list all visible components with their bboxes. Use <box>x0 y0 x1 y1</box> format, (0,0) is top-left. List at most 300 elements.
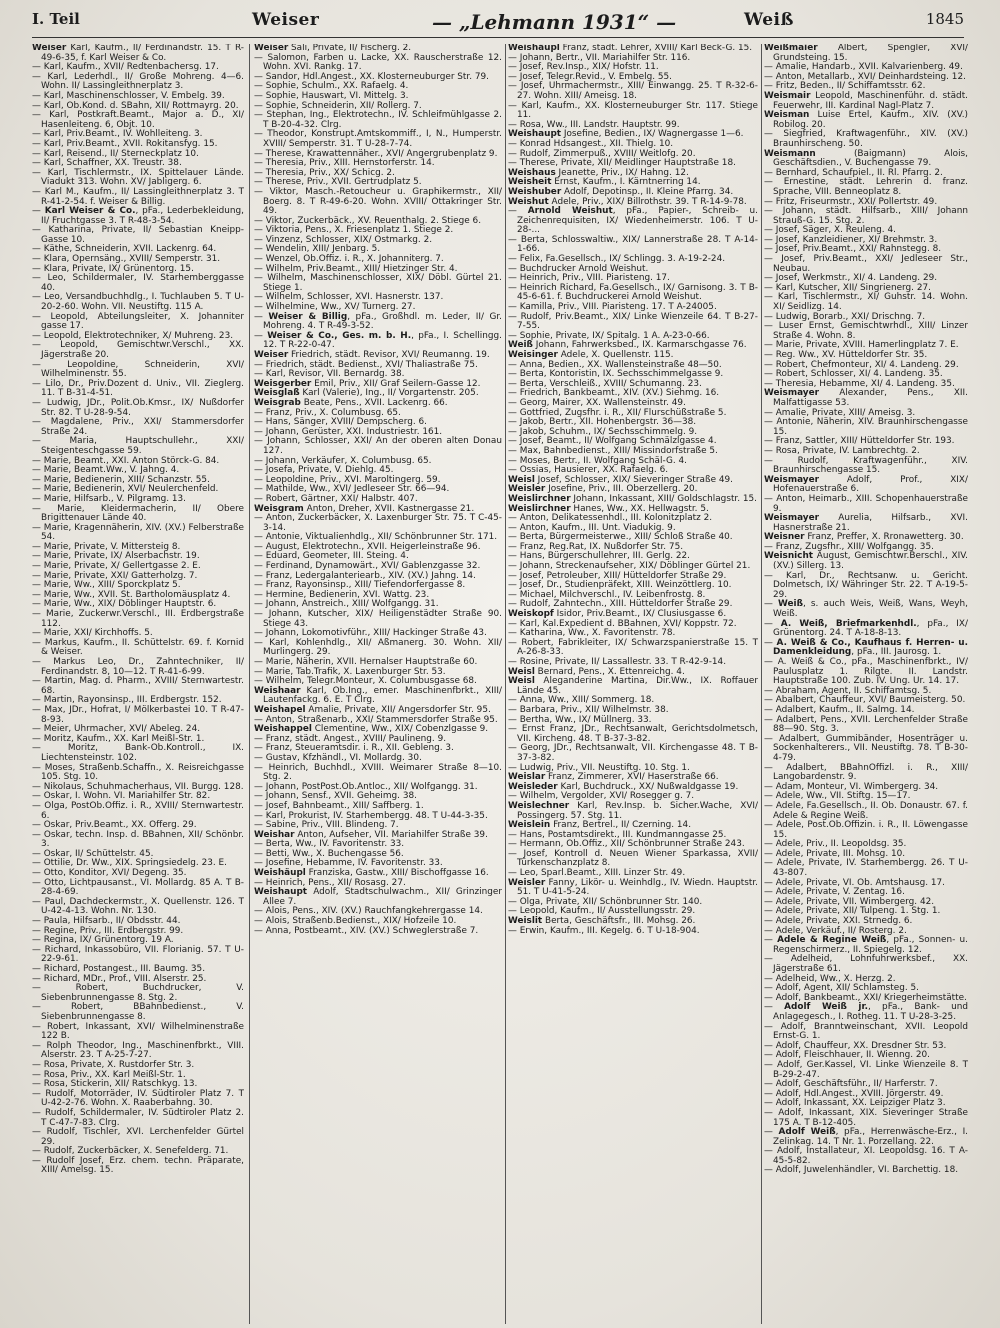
directory-entry: — Wendelin, XIII/ Jenbarg. 5. <box>254 244 381 255</box>
directory-entry: — Berta, Bürgermeisterwe., XIII/ Schloß Straße 40. <box>508 532 733 543</box>
column-4 <box>764 44 968 1324</box>
directory-entry: — Karl M., Kaufm., II/ Lassingleithnerplatz 3. T R-41-2-54. f. Weiser & Billig. <box>32 186 244 207</box>
directory-entry: Weishappel Clementine, Ww., XIX/ Cobenzlgasse 9. <box>254 724 489 735</box>
directory-entry: — Adele & Regine Weiß, pFa., Sonnen- u. Regenschirmerz., II. Spiegelg. 12. <box>764 935 968 955</box>
directory-entry: — Karl, Reisend., II/ Sterneckplatz 10. <box>32 148 199 159</box>
entry-surname: Weishuber <box>508 186 562 197</box>
directory-entry: — Gottfried, Zugsfhr. i. R., XII/ Flurschüßstraße 5. <box>508 407 727 418</box>
directory-entry: — Marie, XXI/ Kirchhoffs. 5. <box>32 628 153 639</box>
directory-entry: Weiskopf Isidor, Priv.Beamt., IX/ Clusiusgasse 6. <box>508 609 727 620</box>
directory-entry: — Adolf, Juwelenhändler, VI. Barchettig. 18. <box>764 1165 959 1176</box>
directory-entry: — Karl, Tischlermstr., XI/ Guhstr. 14. Wohn. XI/ Seidlizg. 14. <box>764 292 968 313</box>
directory-entry: — Robert, BBahnbedienst., V. Siebenbrunnengasse 8. <box>32 1002 244 1022</box>
directory-entry: — Heinrich, Priv., VIII. Piaristeng. 17. <box>508 273 670 284</box>
directory-entry: — Ludwig, JDr., Polit.Ob.Kmsr., IX/ Nußdorfer Str. 82. T U-28-9-54. <box>32 397 244 418</box>
directory-entry: — Michael, Milchverschl., IV. Leibenfrostg. 8. <box>508 589 706 600</box>
directory-entry: — Klara, Opernsäng., XVIII/ Semperstr. 31. <box>32 254 221 265</box>
entry-surname: Weißmaier <box>764 44 818 53</box>
header-rule <box>32 37 964 38</box>
directory-entry: — Konrad Hdsangest., XII. Thielg. 10. <box>508 138 674 149</box>
entry-surname: Weiß <box>778 599 803 610</box>
directory-entry: Weislechner Karl, Rev.Insp. b. Sicher.Wache, XVI/ Possingerg. 57. Stg. 11. <box>508 800 758 821</box>
directory-entry: Weisl Aleganderine Martina, Dir.Ww., IX. Roffauer Lände 45. <box>508 676 758 696</box>
directory-entry: — Rudolf Josef, Erz. chem. techn. Präparate, XIII/ Amelsg. 15. <box>32 1155 244 1176</box>
directory-entry: — Robert, Inkassant, XVI/ Wilhelminenstraße 122 B. <box>32 1021 244 1042</box>
directory-entry: — Therese, Priv., XVII. Gertrudplatz 5. <box>254 177 422 188</box>
directory-entry: — Sandor, Hdl.Angest., XX. Klosterneuburger Str. 79. <box>254 71 489 82</box>
directory-entry: — Wilhelmine, Ww., XV/ Turnerg. 27. <box>254 302 416 313</box>
directory-entry: Weiser Friedrich, städt. Revisor, XVI/ Reumanng. 19. <box>254 350 490 360</box>
directory-entry: — Adolf, Inkassant, XIX. Sieveringer Straße 175 A. T B-12-405. <box>764 1107 968 1128</box>
directory-entry: — Oskar, Priv.Beamt., XX. Offerg. 29. <box>32 820 197 831</box>
directory-entry: — Hans, Postamtsdirekt., III. Kundmanngasse 25. <box>508 829 727 840</box>
directory-entry: — Therese, Krawattennäher., XVI/ Angergrubenplatz 9. <box>254 148 498 159</box>
directory-entry: — Siegfried, Kraftwagenführ., XIV. (XV.) Braunhirscheng. 50. <box>764 129 968 149</box>
directory-entry: — Weiser & Co., Ges. m. b. H., pFa., I. Schellingg. 12. T R-22-0-47. <box>254 330 502 351</box>
entry-surname: Weismair <box>764 90 811 101</box>
entry-surname: Weisl <box>508 666 535 677</box>
directory-entry: — Moritz, Kaufm., XX. Karl Meißl-Str. 1. <box>32 733 205 744</box>
directory-entry: — Josefine, Hebamme, IV. Favoritenstr. 33. <box>254 858 443 869</box>
directory-entry: — Ottilie, Dr. Ww., XIX. Springsiedelg. 23. E. <box>32 858 227 869</box>
directory-entry: — Karl, Ob.Kond. d. SBahn, XII/ Rottmayrg. 20. <box>32 100 239 111</box>
directory-entry: — Richard, Postangest., III. Baumg. 35. <box>32 964 206 974</box>
directory-entry: — Johann, Kutscher, XIX/ Heiligenstädter Straße 90. Stiege 43. <box>254 609 502 629</box>
entry-surname: Weisler <box>508 484 546 495</box>
directory-entry: — Rudolf, Motorräder, IV. Südtiroler Platz 7. T U-42-2-76. Wohn. X. Raaberbahng. 30. <box>32 1088 244 1109</box>
entry-surname: Adolf Weiß <box>778 1127 836 1138</box>
directory-entry: Weisler Fanny, Likör- u. Weinhdlg., IV. Wiedn. Hauptstr. 51. T U-41-5-24. <box>508 877 758 898</box>
directory-entry: — Käthe, Schneiderin, XVII. Lackenrg. 64. <box>32 244 217 255</box>
entry-surname: Weiser & Billig <box>268 311 348 322</box>
directory-entry: Weisinger Adele, X. Quellenstr. 115. <box>508 350 674 360</box>
directory-entry: — Rudolf, Zimmerpuß., XVIII/ Weitlofg. 20. <box>508 148 696 159</box>
directory-entry: — Leopold, Abteilungsleiter, X. Johanniter gasse 17. <box>32 311 244 332</box>
directory-entry: — Jakob, Bertr., XII. Hohenbergstr. 36—38. <box>508 417 697 428</box>
directory-entry: — Paul, Dachdeckermstr., X. Quellenstr. 126. T U-42-4-13. Wohn. Nr. 130. <box>32 896 244 917</box>
directory-entry: — Rudolf, Kraftwagenführ., XIV. Braunhirschengasse 15. <box>764 455 968 476</box>
directory-entry: Weishut Adele, Priv., XIX/ Billrothstr. 39. T R-14-9-78. <box>508 196 747 207</box>
directory-entry: — Leopoldine, Priv., XVI. Maroltingerg. 59. <box>254 474 441 485</box>
directory-entry: — Josef, Beamt., II/ Wolfgang Schmälzlgasse 4. <box>508 436 717 447</box>
directory-entry: — Adele, Ww., VII. Stiftg. 15—17. <box>764 791 911 802</box>
directory-entry: — Hans, Bürgerschullehrer, III. Gerlg. 22. <box>508 551 690 562</box>
directory-entry: — Franz, städt. Angest., XVIII/ Paulineng. 9. <box>254 733 447 744</box>
directory-entry: — Marie, Näherin, XVII. Hernalser Hauptstraße 60. <box>254 657 478 667</box>
directory-entry: — Karl, Kohlenhdlg., XII/ Aßmanerg. 30. Wohn. XII/ Murlingerg. 29. <box>254 637 502 658</box>
directory-entry: — Maria, Hauptschullehr., XXI/ Steigenteschgasse 59. <box>32 436 244 456</box>
directory-entry: — Karl, Revisor, VII. Bernardg. 38. <box>254 369 405 380</box>
directory-entry: — Adele, Private, V. Zentag. 16. <box>764 887 905 898</box>
directory-entry: Weiß Johann, Fahrwerksbed., IX. Karmarschgasse 76. <box>508 340 747 351</box>
directory-entry: — Karl, Dr., Rechtsanw. u. Gericht. Dolmetsch, IX/ Währinger Str. 22. T A-19-5-29. <box>764 570 968 600</box>
directory-entry: — Adolf, Fleischhauer, II. Wienng. 20. <box>764 1050 930 1061</box>
directory-entry: — Josefa, Private, V. Diehlg. 45. <box>254 465 394 476</box>
directory-entry: Weisl Bernard, Pens., X. Ettenreichg. 4. <box>508 666 685 677</box>
directory-entry: — Josef, Priv.Beamt., XXI/ Jedleseer Str., Neubau. <box>764 254 968 274</box>
directory-entry: Weislar Franz, Zimmerer, XVI/ Haserstraße 66. <box>508 772 719 783</box>
directory-entry: — Franz, Sattler, XIII/ Hütteldorfer Str. 193. <box>764 436 955 447</box>
directory-entry: — Mathilde, Ww., XVI/ Jedleseer Str. 66—94. <box>254 484 450 495</box>
entry-surname: Adolf Weiß jr. <box>784 1002 868 1013</box>
directory-entry: — Meier, Uhrmacher, XVI/ Abeleg. 24. <box>32 724 201 735</box>
directory-entry: — Katharina, Ww., X. Favoritenstr. 78. <box>508 628 676 639</box>
directory-entry: — Max, JDr., Hofrat, I/ Mölkerbastei 10. T R-47-8-93. <box>32 704 244 725</box>
directory-entry: — Rudolf, Priv.Beamt., XIX/ Linke Wienzeile 64. T B-27-7-55. <box>508 311 758 332</box>
directory-entry: — Josef, Rev.Insp., XIX/ Hofstr. 11. <box>508 62 659 73</box>
directory-entry: — Berta, Schlosswaltiw., XIX/ Lannerstraße 28. T A-14-1-66. <box>508 234 758 255</box>
directory-entry: — Wenzel, Ob.Offiz. i. R., X. Johanniterg. 7. <box>254 254 444 265</box>
directory-entry: — Vinzenz, Schlosser, XIX/ Ostmarkg. 2. <box>254 234 433 245</box>
directory-entry: — Robert, Chefmonteur, XI/ 4. Landeng. 29. <box>764 359 959 370</box>
directory-entry: — Marie, Private, IX/ Alserbachstr. 19. <box>32 551 200 562</box>
directory-entry: — Adele, Priv., II. Leopoldsg. 35. <box>764 839 907 850</box>
directory-entry: Weishuber Adolf, Depotinsp., II. Kleine Pfarrg. 34. <box>508 186 734 197</box>
directory-entry: — Wilhelm, Priv.Beamt., XIII/ Hietzinger Str. 4. <box>254 263 458 274</box>
directory-entry: — Magdalene, Priv., XXI/ Stammersdorfer Straße 24. <box>32 417 244 437</box>
directory-entry: — Eduard, Geometer, III. Steing. 4. <box>254 551 409 562</box>
directory-entry: — Otto, Konditor, XVI/ Degeng. 35. <box>32 868 187 879</box>
directory-entry: Weismayer Adolf, Prof., XIX/ Hofenauerstraße 6. <box>764 474 968 495</box>
entry-surname: Weisl <box>508 676 535 687</box>
directory-entry: — Lilo, Dr., Priv.Dozent d. Univ., VII. Zieglerg. 11. T B-31-4-51. <box>32 378 244 399</box>
directory-entry: Weishaar Karl, Ob.Ing., emer. Maschinenfbrkt., XIII/ Lautenfackg. 6. E. T Clrg. <box>254 685 502 706</box>
directory-entry: Weishaupt Adolf, Stadtschulwachm., XII/ Grinzinger Allee 7. <box>254 887 502 907</box>
directory-entry: — Marie, Private, XVIII. Hamerlingplatz 7. E. <box>764 340 959 351</box>
entry-surname: Weismann <box>764 148 816 159</box>
directory-entry: — Leopold, Elektrotechniker, X/ Muhreng. 23. <box>32 330 234 341</box>
directory-entry: — Antonie, Viktualienhdlg., XII/ Schönbrunner Str. 171. <box>254 532 498 543</box>
entry-surname: Weisgram <box>254 503 304 514</box>
directory-entry: — Luser Ernst, Gemischtwrhdl., XIII/ Linzer Straße 4. Wohn. 8. <box>764 321 968 341</box>
directory-entry: — Barbara, Priv., XII/ Wilhelmstr. 38. <box>508 704 669 715</box>
directory-entry: — Karl, Kal.Expedient d. BBahnen, XVI/ Koppstr. 72. <box>508 618 737 629</box>
directory-entry: — Hans, Sänger, XVIII/ Dempscherg. 6. <box>254 417 427 428</box>
directory-entry: — Franz, Zugsfhr., XIII/ Wolfgangg. 35. <box>764 541 934 552</box>
directory-entry: — Olga, PostOb.Offiz. i. R., XVIII/ Sternwartestr. 6. <box>32 800 244 821</box>
directory-entry: — Amalie, Handarb., XVII. Kalvarienberg. 49. <box>764 62 963 73</box>
directory-entry: — Marie, Private, V. Mittersteig 8. <box>32 541 181 552</box>
directory-entry: — Karl, Kutscher, XII/ Singrienerg. 27. <box>764 282 931 293</box>
directory-entry: — A. Weiß, Briefmarkenhdl., pFa., IX/ Grünentorg. 24. T A-18-8-13. <box>764 618 968 639</box>
directory-entry: — Karl, Tischlermstr., IX. Spittelauer Lände. Viadukt 313. Wohn. XV/ Jabligerg. 6. <box>32 167 244 188</box>
directory-entry: — Robert, Buchdrucker, V. Siebenbrunnengasse 8. Stg. 2. <box>32 983 244 1003</box>
directory-entry: — Jakob, Schuhm., IX/ Sechsschimmelg. 9. <box>508 426 698 437</box>
directory-entry: — Josef, Kontroll d. Neuen Wiener Sparkassa, XVII/ Türkenschanzplatz 8. <box>508 848 758 869</box>
directory-entry: — Moses, Bertr., II. Wolfgang Schäl-G. 4. <box>508 455 687 466</box>
entry-surname: Weislirchner <box>508 503 571 514</box>
directory-entry: — Marie, Ww., XVII. St. Bartholomäusplatz 4. <box>32 589 231 600</box>
directory-entry: — Viktor, Masch.-Retoucheur u. Graphikermstr., XII/ Boerg. 8. T R-49-6-20. Wohn. XVIII/ Ottakringer Str. 49. <box>254 186 502 217</box>
directory-entry: — Oskar, II/ Schüttelstr. 45. <box>32 848 154 859</box>
entry-surname: Weisl <box>508 474 535 485</box>
directory-entry: Weishaupt Josefine, Bedien., IX/ Wagnergasse 1—6. <box>508 129 744 140</box>
directory-entry: — Moses, Straßenb.Schaffn., X. Reisreichgasse 105. Stg. 10. <box>32 762 244 783</box>
directory-entry: — Rosine, Private, II/ Lassallestr. 33. T R-42-9-14. <box>508 657 727 667</box>
entry-surname: Weismayer <box>764 474 819 485</box>
directory-entry: — Karl, Prokurist, IV. Starhembergg. 48. T U-44-3-35. <box>254 810 488 821</box>
directory-entry: — August, Elektrotechn., XVII. Heigerleinstraße 96. <box>254 541 481 552</box>
directory-entry: — Josef, Uhrmachermstr., XIII/ Einwangg. 25. T R-32-6-27. Wohn. XIII/ Ameisg. 18. <box>508 81 758 101</box>
directory-entry: — Marie, Beamt., XXI. Anton Störck-G. 84. <box>32 455 220 466</box>
directory-entry: — Theodor, Konstrupt.Amtskommiff., I, N., Humperstr. XVIII/ Semperstr. 31. T U-28-7-74. <box>254 129 502 149</box>
entry-surname: Weishäupl <box>508 44 560 53</box>
directory-entry: — Rudolf, Tischler, XVI. Lerchenfelder Gürtel 29. <box>32 1127 244 1147</box>
directory-entry: — Marie, Bedienerin, XIII/ Schanzstr. 55. <box>32 474 210 485</box>
directory-entry: — Friedrich, Bankbeamt., XIV. (XV.) Siehmg. 16. <box>508 388 720 399</box>
directory-entry: — Adele, Verkäuf., II/ Rosterg. 2. <box>764 925 907 936</box>
directory-entry: — Klara, Private, IX/ Grünentorg. 15. <box>32 263 194 274</box>
directory-entry: — Paula, Hilfsarb., II/ Obdsstr. 44. <box>32 916 181 927</box>
directory-entry: — Adele, Private, III. Mohsg. 10. <box>764 848 906 859</box>
column-2 <box>254 44 502 1324</box>
directory-entry: Weishar Anton, Aufseher, VII. Mariahilfer Straße 39. <box>254 829 488 840</box>
directory-entry: — Fritz, Friseurmstr., XXI/ Pollertstr. 49. <box>764 196 938 207</box>
directory-entry: — Rudolf, Zuckerbäcker, X. Senefelderg. 71. <box>32 1146 229 1157</box>
directory-entry: Weiser Karl, Kaufm., II/ Ferdinandstr. 15. T R-49-6-35, f. Karl Weiser & Co. <box>32 44 244 63</box>
directory-entry: Weislein Franz, Bertrel., II/ Czerning. 14. <box>508 820 692 831</box>
directory-columns <box>32 44 968 1324</box>
entry-surname: Weislit <box>508 916 543 927</box>
directory-entry: — Marie, Kragennäherin, XIV. (XV.) Felberstraße 54. <box>32 522 244 543</box>
directory-entry: — Karl, Postkraft.Beamt., Major a. D., XI/ Hasenleiteng. 6, Objt. 10. <box>32 110 244 130</box>
directory-entry: — Karl, Schaffner, XX. Treustr. 38. <box>32 158 182 169</box>
directory-entry: — Adele, Fa.Gesellsch., II. Ob. Donaustr. 67. f. Adele & Regine Weiß. <box>764 800 968 821</box>
directory-entry: — Adalbert, BBahnOffizl. i. R., XIII/ Langobardenstr. 9. <box>764 762 968 783</box>
directory-entry: — Heinrich Richard, Fa.Gesellsch., IX/ Garnisong. 3. T B-45-6-61. f. Buchdruckerei Arnold Weishut. <box>508 282 758 303</box>
page-header <box>32 10 964 36</box>
directory-entry: — Rosa, Stickerin, XII/ Ratschkyg. 13. <box>32 1079 198 1090</box>
directory-entry: — Marie, Bedienerin, XVI/ Neulerchenfeld. <box>32 484 219 495</box>
directory-entry: — Josef, Kanzleidiener, XI/ Brehmstr. 3. <box>764 234 938 245</box>
directory-entry: — Rudolf, Zahntechn., XIII. Hütteldorfer Straße 29. <box>508 599 733 610</box>
entry-surname: Weisnicht <box>764 551 813 562</box>
directory-entry: — Adele, Private, XII/ Tulpeng. 1. Stg. 1. <box>764 906 941 917</box>
directory-entry: — Marie, Tab.Trafik, X. Laxenburger Str. 53. <box>254 666 446 677</box>
directory-entry: — Adolf, Bankbeamt., XXI/ Kriegerheimstätte. <box>764 992 967 1003</box>
directory-entry: — Sophie, Private, IX/ Spitalg. 1 A. A-23-0-66. <box>508 330 710 341</box>
directory-entry: — Franz, Steueramtsdir. i. R., XII. Gebleng. 3. <box>254 743 454 754</box>
directory-entry: Weishäupl Franziska, Gastw., XIII/ Bischoffgasse 16. <box>254 868 489 879</box>
directory-entry: — Max, Bahnbedienst., XIII/ Missindorfstraße 5. <box>508 445 718 456</box>
directory-entry: — Wilhelm, Telegr.Monteur, X. Columbusgasse 68. <box>254 676 477 687</box>
entry-surname: Weisleder <box>508 781 558 792</box>
directory-entry: — Martin, Rayonsinsp., III. Erdbergstr. 152. <box>32 695 222 706</box>
directory-entry: — Felix, Fa.Gesellsch., IX/ Schlingg. 3. A-19-2-24. <box>508 254 726 265</box>
directory-entry: — Sophie, Schulm., XX. Rafaelg. 4. <box>254 81 409 92</box>
directory-entry: — Franz, Reg.Rat, IX. Nußdorfer Str. 75. <box>508 541 684 552</box>
directory-entry: — Kamilla, Priv., VIII. Piaristeng. 17. T A-24005. <box>508 302 717 313</box>
directory-entry: — Regina, IX/ Grünentorg. 19 A. <box>32 935 174 946</box>
directory-title: — „Lehmann 1931“ — <box>432 10 677 34</box>
directory-entry: — Johann, Lokomotivführ., XIII/ Hackinger Straße 43. <box>254 628 487 639</box>
directory-entry: Weiser Sali, Private, II/ Fischerg. 2. <box>254 44 412 53</box>
directory-entry: — Josef, Priv.Beamt., XXI/ Rahnstegg. 8. <box>764 244 942 255</box>
directory-entry: — Adolf, Ger.Kassel, VI. Linke Wienzeile 8. T B-29-2-47. <box>764 1059 968 1080</box>
directory-entry: — Rosa, Priv., XX. Karl Meißl-Str. 1. <box>32 1069 186 1080</box>
directory-entry: — Johann, Streckenaufseher, XIX/ Döblinger Gürtel 21. <box>508 561 751 572</box>
directory-entry: — Heinrich, Buchhdl., XVIII. Weimarer Straße 8—10. Stg. 2. <box>254 762 502 783</box>
directory-entry: Weisglaß Karl (Valerie), Ing., II/ Vorgartenstr. 205. <box>254 388 479 399</box>
directory-entry: Weislit Berta, Geschäftsfr., III. Mohsg. 26. <box>508 916 696 927</box>
directory-entry: — Moritz, Bank-Ob.Kontroll., IX. Liechtensteinstr. 102. <box>32 743 244 763</box>
directory-entry: — Oskar, techn. Insp. d. BBahnen, XII/ Schönbr. 3. <box>32 829 244 850</box>
directory-entry: — Otto, Lichtpausanst., VI. Mollardg. 85 A. T B-28-4-69. <box>32 877 244 898</box>
directory-entry: — Marie, Ww., XIII/ Sporckplatz 5. <box>32 580 181 591</box>
directory-entry: — Adele, Private, IV. Starhembergg. 26. T U-43-807. <box>764 858 968 879</box>
directory-entry: — Richard, MDr., Prof., VIII. Alserstr. 25. <box>32 973 207 984</box>
directory-entry: — Amalie, Private, XIII/ Ameisg. 3. <box>764 407 916 418</box>
directory-entry: — Marie, Hilfsarb., V. Pilgramg. 13. <box>32 493 186 504</box>
directory-entry: — Anton, Metallarb., XVI/ Deinhardsteing. 12. <box>764 71 966 82</box>
directory-entry: — Rosa, Private, X. Rustdorfer Str. 3. <box>32 1059 195 1070</box>
directory-entry: — Anton, Kaufm., III. Unt. Viadukig. 9. <box>508 522 676 533</box>
directory-entry: — Erwin, Kaufm., III. Kegelg. 6. T U-18-904. <box>508 925 700 936</box>
directory-entry: — Ossias, Hausierer, XX. Rafaelg. 6. <box>508 465 669 476</box>
entry-surname: Weislein <box>508 820 551 831</box>
directory-entry: — Buchdrucker Arnold Weishut. <box>508 263 649 274</box>
entry-surname: Weismayer <box>764 388 819 399</box>
directory-entry: — Karl, Kaufm., XX. Klosterneuburger Str. 117. Stiege 11. <box>508 100 758 121</box>
directory-entry: — Marie, Private, X/ Gellertgasse 2. E. <box>32 561 201 572</box>
directory-entry: — Adalbert, Pens., XVII. Lerchenfelder Straße 88—90. Stg. 3. <box>764 714 968 735</box>
directory-entry: — Weiser & Billig, pFa., Großhdl. m. Leder, II/ Gr. Mohreng. 4. T R-49-3-52. <box>254 311 502 332</box>
directory-entry: — Adelheid, Ww., X. Herzg. 2. <box>764 973 896 984</box>
directory-entry: — Johann, Anstreich., XIII/ Wolfgangg. 31. <box>254 599 439 610</box>
directory-entry: — Ernestine, städt. Lehrerin d. franz. Sprache, VIII. Benneoplatz 8. <box>764 177 968 197</box>
part-label: I. Teil <box>32 10 80 28</box>
directory-entry: — Richard, Inkassobüro, VII. Florianig. 57. T U-22-9-61. <box>32 944 244 965</box>
column-divider <box>505 44 506 1324</box>
directory-entry: — Rosa, Private, IV. Lambrechtg. 2. <box>764 445 920 456</box>
directory-entry: — Marie, Ww., XIX/ Döblinger Hauptstr. 6. <box>32 599 217 610</box>
directory-entry: — Johann, Schlosser, XXI/ An der oberen alten Donau 127. <box>254 436 502 456</box>
directory-entry: — Bertha, Ww., IX/ Müllnerg. 33. <box>508 714 652 725</box>
directory-entry: — Robert, Schlosser, XI/ 4. Landeng. 35. <box>764 369 943 380</box>
entry-surname: Weislirchner <box>508 493 571 504</box>
entry-surname: Weishaupt <box>508 129 562 140</box>
directory-entry: — Alois, Straßenb.Bedienst., XIX/ Hofzeile 10. <box>254 916 457 927</box>
directory-entry: Weisler Josefine, Priv., III. Oberzellerg. 20. <box>508 484 698 495</box>
directory-entry: — Weiß, s. auch Weis, Weiß, Wans, Weyh, Weiß. <box>764 599 968 620</box>
directory-entry: — Adele, Post.Ob.Offizin. i. R., II. Löwengasse 15. <box>764 820 968 840</box>
directory-entry: Weishaus Jeanette, Priv., IX/ Hahng. 12. <box>508 167 689 178</box>
directory-entry: — Leo, Versandbuchhdlg., I. Tuchlauben 5. T U-20-2-60. Wohn. VII. Neustiftg. 115 A. <box>32 292 244 313</box>
entry-surname: Weislechner <box>508 800 570 811</box>
directory-entry: — Viktoria, Pens., X. Friesenplatz 1. Stiege 2. <box>254 225 454 236</box>
entry-surname: A. Weiß, Briefmarkenhdl. <box>780 618 917 629</box>
directory-entry: — Marie, Zuckerwr.Verschl., III. Erdbergstraße 112. <box>32 609 244 629</box>
directory-entry: — Regine, Priv., III. Erdbergstr. 99. <box>32 925 184 936</box>
entry-surname: Arnold Weishut <box>527 206 613 217</box>
entry-surname: Weiser <box>254 350 289 360</box>
page-number: 1845 <box>925 10 964 28</box>
directory-entry: — Wilhelm, Maschinenschlosser, XIX/ Döbl. Gürtel 21. Stiege 1. <box>254 273 502 293</box>
directory-entry: — Leopold, Kaufm., II/ Ausstellungsstr. 29. <box>508 906 696 917</box>
directory-entry: — Adele, Private, VI. Ob. Amtshausg. 17. <box>764 877 945 888</box>
entry-surname: Weishaar <box>254 685 301 696</box>
directory-entry: Weisgrab Beate, Pens., XVII. Lackenrg. 66. <box>254 397 448 408</box>
entry-surname: Weisglaß <box>254 388 300 399</box>
directory-entry: — Markus, Kaufm., II. Schüttelstr. 69. f. Kornid & Weiser. <box>32 637 244 658</box>
directory-entry: — Adolf, Installateur, XI. Leopoldsg. 16. T A-45-5-82. <box>764 1146 968 1166</box>
directory-entry: — Anton, Zuckerbäcker, X. Laxenburger Str. 75. T C-45-3-14. <box>254 513 502 533</box>
entry-surname: Weishut <box>508 196 549 207</box>
directory-entry: — Adolf, Agent, XII/ Schlamsteg. 5. <box>764 983 919 994</box>
directory-entry: — Adolf, Inkassant, XX. Leipziger Platz 3. <box>764 1098 946 1109</box>
directory-entry: — Adelheid, Lohnfuhrwerksbef., XX. Jägerstraße 61. <box>764 954 968 974</box>
directory-entry: — A. Weiß & Co., pFa., Maschinenfbrkt., IV/ Paulusplatz 1. Rilgte. II. Landstr. Hauptstraße 100. Zub. IV. Ung. Ur. 14. 17. <box>764 657 968 687</box>
directory-entry: — Leopold, Gemischtwr.Verschl., XX. Jägerstraße 20. <box>32 340 244 360</box>
directory-entry: Weisgram Anton, Dreher, XVII. Kastnergasse 21. <box>254 503 475 514</box>
directory-entry: — Wilhelm, Schlosser, XVI. Hasnerstr. 137. <box>254 292 444 303</box>
directory-entry: — Leo, Schildermaler, IV. Starhemberggasse 40. <box>32 273 244 293</box>
directory-entry: — Salomon, Farben u. Lacke, XX. Rauscherstraße 12. Wohn. XVI. Rankg. 17. <box>254 52 502 73</box>
directory-entry: Weisman Luise Ertel, Kaufm., XIV. (XV.) Robilog. 20. <box>764 110 968 130</box>
directory-entry: Weisnicht August, Gemischtwr.Berschl., XIV. (XV.) Sillerg. 13. <box>764 551 968 572</box>
entry-surname: Weishaupt <box>254 887 308 898</box>
directory-entry: — Josef, Werkmstr., XI/ 4. Landeng. 29. <box>764 273 938 284</box>
directory-entry: Weisgerber Emil, Priv., XII/ Graf Seilern-Gasse 12. <box>254 378 481 389</box>
directory-entry: — Josef, Telegr.Revid., V. Embelg. 55. <box>508 71 672 82</box>
directory-entry: — Friedrich, städt. Bedienst., XVI/ Thaliastraße 75. <box>254 359 478 370</box>
directory-entry: Weislirchner Johann, Inkassant, XIII/ Goldschlagstr. 15. <box>508 493 758 504</box>
directory-entry: — Adam, Monteur, VI. Wimbergerg. 34. <box>764 781 939 792</box>
directory-entry: — Karl, Maschinenschlosser, V. Embelg. 39. <box>32 90 225 101</box>
directory-entry: — Franz, Ledergalanteriearb., XIV. (XV.) Jahng. 14. <box>254 570 476 581</box>
directory-entry: — Anna, Ww., XIII/ Sommerg. 18. <box>508 695 655 706</box>
directory-entry: — Berta, Verschleiß., XVIII/ Schumanng. 23. <box>508 378 702 389</box>
directory-entry: — Rudolf, Schildermaler, IV. Südtiroler Platz 2. T C-47-7-83. Clrg. <box>32 1107 244 1128</box>
entry-surname: Weisman <box>764 110 810 121</box>
directory-entry: — Leopoldine, Schneiderin, XVI/ Wilhelminenstr. 55. <box>32 359 244 380</box>
directory-entry: — Martin, Mag. d. Pharm., XVIII/ Sternwartestr. 68. <box>32 676 244 696</box>
directory-entry: — Hermine, Bedienerin, XVI. Wattg. 23. <box>254 589 430 600</box>
directory-entry: — Berta, Ww., IV. Favoritenstr. 33. <box>254 839 405 850</box>
directory-entry: — Karl, Priv.Beamt., XVII. Rokitansfyg. 15. <box>32 138 218 149</box>
directory-entry: — Adalbert, Kaufm., II. Salmg. 14. <box>764 704 915 715</box>
directory-entry: Weisleder Karl, Buchdruck., XX/ Nußwaldgasse 19. <box>508 781 739 792</box>
directory-entry: Weismann (Baigmann) Alois, Geschäftsdien., V. Buchengasse 79. <box>764 148 968 169</box>
directory-entry: — Rosa, Ww., III. Landstr. Hauptstr. 99. <box>508 119 680 130</box>
column-divider <box>761 44 762 1324</box>
directory-entry: — Johann, Verkäufer, X. Columbusg. 65. <box>254 455 432 466</box>
directory-entry: — Marie, Kleidermacherin, II/ Obere Brigittenauer Lände 40. <box>32 503 244 524</box>
directory-entry: — Hermann, Ob.Offiz., XII/ Schönbrunner Straße 243. <box>508 839 745 850</box>
entry-surname: Weislar <box>508 772 546 783</box>
directory-entry: — Adolf, Geschäftsführ., II/ Harferstr. 7. <box>764 1079 938 1090</box>
directory-entry: — Georg, JDr., Rechtsanwalt, VII. Kirchengasse 48. T B-37-3-82. <box>508 743 758 763</box>
entry-surname: Weiß <box>508 340 533 351</box>
directory-entry: — Alois, Pens., XIV. (XV.) Rauchfangkehrergasse 14. <box>254 906 483 917</box>
entry-surname: Weishappel <box>254 724 312 735</box>
entry-surname: Weisgrab <box>254 397 301 408</box>
directory-entry: — Theresia, Hebamme, XI/ 4. Landeng. 35. <box>764 378 955 389</box>
directory-entry: — Abalbert, Chauffeur, XVI/ Baumeisterg. 50. <box>764 695 966 706</box>
directory-entry: — Franz, Rayonsinsp., XIII/ Tiefendorfergasse 8. <box>254 580 466 591</box>
directory-entry: — Ludwig, Priv., VII. Neustiftg. 10. Stg. 1. <box>508 762 690 773</box>
directory-entry: Weislirchner Hanes, Ww., XX. Hellwagstr. 5. <box>508 503 709 514</box>
entry-surname: Weishar <box>254 829 295 840</box>
directory-entry: — Arnold Weishut, pFa., Papier-, Schreib- u. Zeichenrequisiten, IX/ Wiedenheimerstr. 106. T U-28-... <box>508 206 758 236</box>
directory-entry: — Marie, Beamt.Ww., V. Jahng. 4. <box>32 465 180 476</box>
directory-entry: — Anton, Delikatessenhdl., III. Kolonitzplatz 2. <box>508 513 713 524</box>
column-divider <box>249 44 250 1324</box>
directory-entry: Weismayer Aurelia, Hilfsarb., XVI. Hasnerstraße 21. <box>764 513 968 533</box>
directory-entry: — Gustav, Kfzhändl., VI. Mollardg. 30. <box>254 752 422 763</box>
entry-surname: Weiser <box>254 44 289 53</box>
directory-entry: — Theresia, Priv., XIII. Hernstorferstr. 14. <box>254 158 435 169</box>
